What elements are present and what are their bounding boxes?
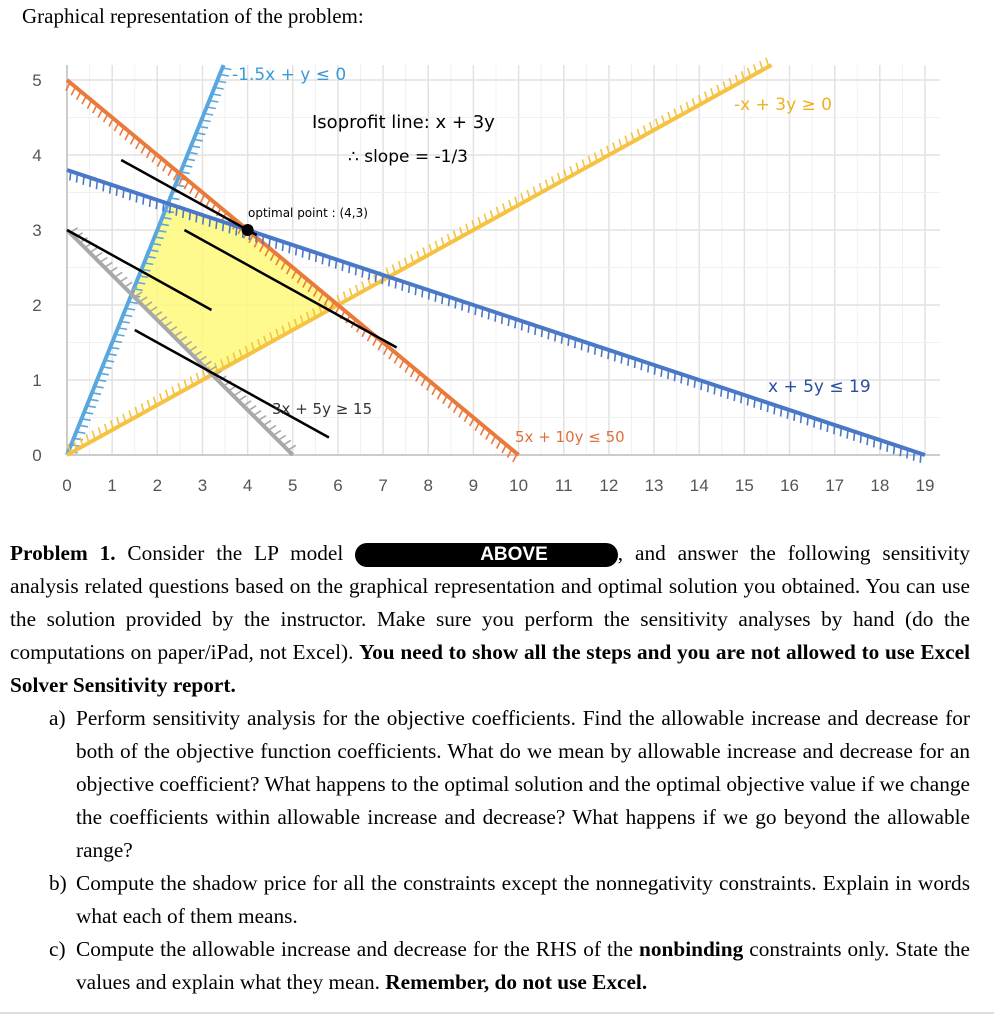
constraint-hatch: [184, 181, 188, 189]
question-list: [10, 702, 970, 999]
constraint-hatch: [223, 222, 224, 231]
constraint-hatch: [402, 282, 403, 291]
constraint-label: -x + 3y ≥ 0: [734, 95, 832, 115]
constraint-hatch: [375, 273, 376, 282]
constraint-hatch: [874, 438, 875, 447]
constraint-hatch: [110, 267, 118, 272]
constraint-hatch: [708, 383, 709, 392]
constraint-hatch: [455, 299, 456, 308]
constraint-hatch: [70, 171, 71, 180]
y-tick-label: 1: [32, 371, 42, 390]
constraint-hatch: [575, 339, 576, 348]
constraint-hatch: [373, 337, 377, 345]
constraint-hatch: [282, 242, 283, 251]
constraint-hatch: [288, 445, 296, 450]
optimal-point-marker: [242, 224, 254, 236]
constraint-hatch: [189, 211, 190, 220]
constraint-hatch: [120, 127, 124, 135]
y-tick-label: 2: [32, 296, 42, 315]
constraint-hatch: [661, 368, 662, 377]
question-label: a): [49, 706, 66, 730]
constraint-hatch: [342, 262, 343, 271]
constraint-hatch: [495, 312, 496, 321]
constraint-hatch: [674, 372, 675, 381]
constraint-hatch: [233, 391, 241, 396]
constraint-hatch: [143, 196, 144, 205]
x-tick-label: 10: [509, 476, 529, 495]
constraint-hatch: [834, 425, 835, 434]
constraint-hatch: [302, 248, 303, 257]
constraint-hatch: [694, 379, 695, 388]
y-tick-label: 5: [32, 71, 42, 90]
constraint-label: -1.5x + y ≤ 0: [232, 65, 347, 85]
constraint-hatch: [278, 435, 286, 440]
x-tick-label: 19: [915, 476, 935, 495]
problem-lead: Problem 1.: [10, 541, 116, 565]
constraint-hatch: [395, 279, 396, 288]
constraint-hatch: [206, 199, 210, 207]
constraint-hatch: [77, 91, 81, 99]
constraint-hatch: [382, 275, 383, 284]
constraint-hatch: [900, 447, 901, 456]
constraint-hatch: [356, 266, 357, 275]
constraint-hatch: [329, 257, 330, 266]
constraint-hatch: [454, 405, 458, 413]
constraint-hatch: [621, 354, 622, 363]
constraint-hatch: [429, 290, 430, 299]
x-tick-label: 4: [242, 476, 253, 495]
constraint-hatch: [615, 352, 616, 361]
constraint-hatch: [608, 350, 609, 359]
constraint-hatch: [269, 237, 270, 246]
constraint-hatch: [515, 319, 516, 328]
constraint-hatch: [734, 392, 735, 401]
constraint-hatch: [443, 396, 447, 404]
question-a: [49, 702, 970, 867]
constraint-hatch: [110, 185, 111, 194]
constraint-hatch: [289, 244, 290, 253]
constraint-hatch: [491, 436, 495, 444]
constraint-hatch: [555, 332, 556, 341]
constraint-hatch: [283, 440, 291, 445]
question-text: Compute the allowable increase and decrease for the RHS of the: [76, 937, 640, 961]
constraint-hatch: [787, 410, 788, 419]
x-tick-label: 5: [288, 476, 298, 495]
redacted-label: ABOVE: [355, 543, 618, 567]
constraint-hatch: [535, 326, 536, 335]
x-tick-label: 8: [423, 476, 433, 495]
constraint-hatch: [82, 96, 86, 104]
constraint-hatch: [83, 176, 84, 185]
intro-text-1: Consider the LP model: [115, 541, 356, 565]
constraint-hatch: [681, 374, 682, 383]
constraint-hatch: [894, 445, 895, 454]
constraint-hatch: [767, 403, 768, 412]
constraint-hatch: [714, 385, 715, 394]
constraint-hatch: [641, 361, 642, 370]
constraint-hatch: [209, 218, 210, 227]
constraint-hatch: [163, 202, 164, 211]
constraint-hatch: [130, 191, 131, 200]
constraint-label: 3x + 5y ≥ 15: [272, 400, 373, 418]
x-tick-label: 14: [689, 476, 709, 495]
question-bold: Remember, do not use Excel.: [385, 970, 648, 994]
constraint-hatch: [860, 434, 861, 443]
isoprofit-label: Isoprofit line: x + 3y: [312, 112, 495, 133]
constraint-hatch: [123, 189, 124, 198]
constraint-hatch: [114, 272, 122, 277]
x-tick-label: 12: [599, 476, 619, 495]
constraint-hatch: [400, 360, 404, 368]
constraint-hatch: [482, 308, 483, 317]
x-tick-label: 0: [62, 476, 72, 495]
intro-text-2: , and answer the following sensitivity analysis related questions based on the graphical representation and optimal solution you obtained. You can use the solution provided by the instructor. Make sure you perform the sensitivity analyses by hand (do the computations on paper/iPad, not Excel).: [10, 541, 970, 664]
constraint-hatch: [880, 440, 881, 449]
constraint-hatch: [462, 301, 463, 310]
constraint-hatch: [238, 396, 246, 401]
problem-text: [10, 537, 970, 999]
constraint-hatch: [236, 226, 237, 235]
constraint-hatch: [362, 268, 363, 277]
constraint-hatch: [581, 341, 582, 350]
constraint-hatch: [316, 253, 317, 262]
constraint-hatch: [248, 406, 256, 411]
constraint-hatch: [914, 452, 915, 461]
x-tick-label: 18: [870, 476, 890, 495]
constraint-hatch: [309, 251, 310, 260]
constraint-hatch: [747, 396, 748, 405]
constraint-hatch: [71, 87, 75, 95]
constraint-hatch: [93, 105, 97, 113]
x-tick-label: 13: [644, 476, 664, 495]
constraint-hatch: [668, 370, 669, 379]
constraint-hatch: [432, 387, 436, 395]
x-tick-label: 16: [780, 476, 799, 495]
constraint-hatch: [349, 264, 350, 273]
constraint-hatch: [459, 409, 463, 417]
chart-heading: Graphical representation of the problem:: [22, 4, 364, 28]
question-text: Perform sensitivity analysis for the objective coefficients. Find the allowable increase and decrease for both of the objective function coefficients. What do we mean by allowable increase and decrease for an objective coefficient? What happens to the optimal solution and the optimal objective value if we change the coefficients within allowable increase and decrease? What happens if we go beyond the allowable range?: [76, 706, 970, 862]
constraint-hatch: [216, 220, 217, 229]
constraint-hatch: [98, 109, 102, 117]
constraint-hatch: [508, 317, 509, 326]
constraint-hatch: [119, 277, 127, 282]
constraint-hatch: [276, 240, 277, 249]
constraint-hatch: [176, 207, 177, 216]
x-tick-label: 7: [378, 476, 388, 495]
constraint-hatch: [415, 286, 416, 295]
y-tick-label: 3: [32, 221, 42, 240]
constraint-hatch: [124, 282, 132, 287]
constraint-label: x + 5y ≤ 19: [768, 377, 871, 397]
constraint-hatch: [378, 342, 382, 350]
constraint-hatch: [488, 310, 489, 319]
question-text: Compute the shadow price for all the constraints except the nonnegativity constraints. Explain in words what each of them means.: [76, 871, 970, 928]
constraint-hatch: [887, 443, 888, 452]
constraint-hatch: [77, 173, 78, 182]
constraint-hatch: [701, 381, 702, 390]
constraint-hatch: [502, 315, 503, 324]
question-bold: nonbinding: [639, 937, 744, 961]
constraint-hatch: [369, 271, 370, 280]
slope-label: ∴ slope = -1/3: [348, 147, 468, 167]
constraint-hatch: [448, 400, 452, 408]
constraint-hatch: [781, 407, 782, 416]
y-tick-label: 0: [32, 446, 42, 465]
constraint-hatch: [141, 145, 145, 153]
constraint-hatch: [114, 123, 118, 131]
question-label: c): [49, 937, 66, 961]
constraint-hatch: [595, 346, 596, 355]
constraint-hatch: [258, 416, 266, 421]
constraint-hatch: [840, 427, 841, 436]
constraint-label: 5x + 10y ≤ 50: [515, 428, 625, 446]
constraint-hatch: [183, 209, 184, 218]
constraint-hatch: [761, 401, 762, 410]
constraint-hatch: [384, 346, 388, 354]
constraint-hatch: [648, 363, 649, 372]
constraint-hatch: [688, 376, 689, 385]
constraint-hatch: [847, 429, 848, 438]
constraint-hatch: [741, 394, 742, 403]
constraint-hatch: [116, 187, 117, 196]
constraint-hatch: [522, 321, 523, 330]
divider: [0, 1012, 994, 1014]
constraint-hatch: [421, 378, 425, 386]
constraint-hatch: [794, 412, 795, 421]
constraint-hatch: [273, 430, 281, 435]
intro-bold: You need to show all the steps and you are not allowed to use Excel Solver Sensitivity report.: [10, 640, 970, 697]
question-b: [49, 867, 970, 933]
constraint-hatch: [481, 427, 485, 435]
constraint-hatch: [507, 449, 511, 457]
constraint-hatch: [502, 445, 506, 453]
constraint-hatch: [422, 288, 423, 297]
constraint-hatch: [475, 422, 479, 430]
constraint-hatch: [435, 293, 436, 302]
constraint-hatch: [195, 190, 199, 198]
constraint-hatch: [654, 365, 655, 374]
constraint-hatch: [721, 388, 722, 397]
constraint-hatch: [90, 248, 98, 253]
constraint-hatch: [336, 260, 337, 269]
constraint-hatch: [827, 423, 828, 432]
constraint-hatch: [389, 277, 390, 286]
constraint-hatch: [90, 178, 91, 187]
constraint-hatch: [628, 357, 629, 366]
optimal-point-label: optimal point : (4,3): [248, 206, 368, 220]
constraint-hatch: [635, 359, 636, 368]
constraint-hatch: [268, 426, 276, 431]
constraint-hatch: [100, 258, 108, 263]
constraint-hatch: [96, 180, 97, 189]
x-tick-label: 3: [197, 476, 208, 495]
lp-graph: [0, 40, 994, 510]
constraint-hatch: [296, 246, 297, 255]
constraint-hatch: [95, 253, 103, 258]
constraint-hatch: [411, 369, 415, 377]
constraint-hatch: [486, 431, 490, 439]
constraint-hatch: [920, 454, 921, 463]
constraint-hatch: [263, 235, 264, 244]
constraint-hatch: [475, 306, 476, 315]
x-tick-label: 11: [554, 476, 573, 495]
question-text: constraints only. State the values and explain what they mean.: [76, 937, 970, 994]
constraint-hatch: [468, 304, 469, 313]
x-tick-label: 9: [468, 476, 479, 495]
constraint-hatch: [542, 328, 543, 337]
constraint-hatch: [449, 297, 450, 306]
constraint-hatch: [854, 432, 855, 441]
x-tick-label: 2: [152, 476, 163, 495]
x-tick-label: 15: [734, 476, 754, 495]
constraint-hatch: [136, 193, 137, 202]
constraint-hatch: [147, 150, 151, 158]
constraint-hatch: [150, 198, 151, 207]
constraint-hatch: [389, 351, 393, 359]
constraint-hatch: [170, 204, 171, 213]
constraint-hatch: [196, 213, 197, 222]
x-tick-label: 1: [107, 476, 117, 495]
constraint-hatch: [437, 391, 441, 399]
question-c: [49, 933, 970, 999]
constraint-hatch: [754, 399, 755, 408]
constraint-hatch: [774, 405, 775, 414]
constraint-hatch: [125, 132, 129, 140]
constraint-hatch: [548, 330, 549, 339]
constraint-hatch: [203, 215, 204, 224]
constraint-hatch: [409, 284, 410, 293]
constraint-hatch: [105, 262, 113, 267]
constraint-hatch: [867, 436, 868, 445]
constraint-hatch: [168, 168, 172, 176]
constraint-hatch: [821, 421, 822, 430]
constraint-hatch: [561, 335, 562, 344]
question-label: b): [49, 871, 67, 895]
constraint-hatch: [442, 295, 443, 304]
constraint-hatch: [807, 416, 808, 425]
constraint-hatch: [163, 163, 167, 171]
constraint-hatch: [394, 355, 398, 363]
constraint-hatch: [728, 390, 729, 399]
constraint-hatch: [229, 224, 230, 233]
constraint-hatch: [156, 200, 157, 209]
constraint-hatch: [588, 343, 589, 352]
constraint-hatch: [814, 418, 815, 427]
constraint-hatch: [801, 414, 802, 423]
constraint-hatch: [528, 324, 529, 333]
constraint-hatch: [103, 182, 104, 191]
constraint-hatch: [497, 440, 501, 448]
constraint-hatch: [130, 136, 134, 144]
x-tick-label: 17: [825, 476, 845, 495]
x-tick-label: 6: [333, 476, 343, 495]
y-tick-label: 4: [32, 146, 42, 165]
constraint-hatch: [907, 449, 908, 458]
constraint-hatch: [568, 337, 569, 346]
constraint-hatch: [136, 141, 140, 149]
constraint-hatch: [601, 348, 602, 357]
constraint-hatch: [253, 411, 261, 416]
constraint-hatch: [322, 255, 323, 264]
